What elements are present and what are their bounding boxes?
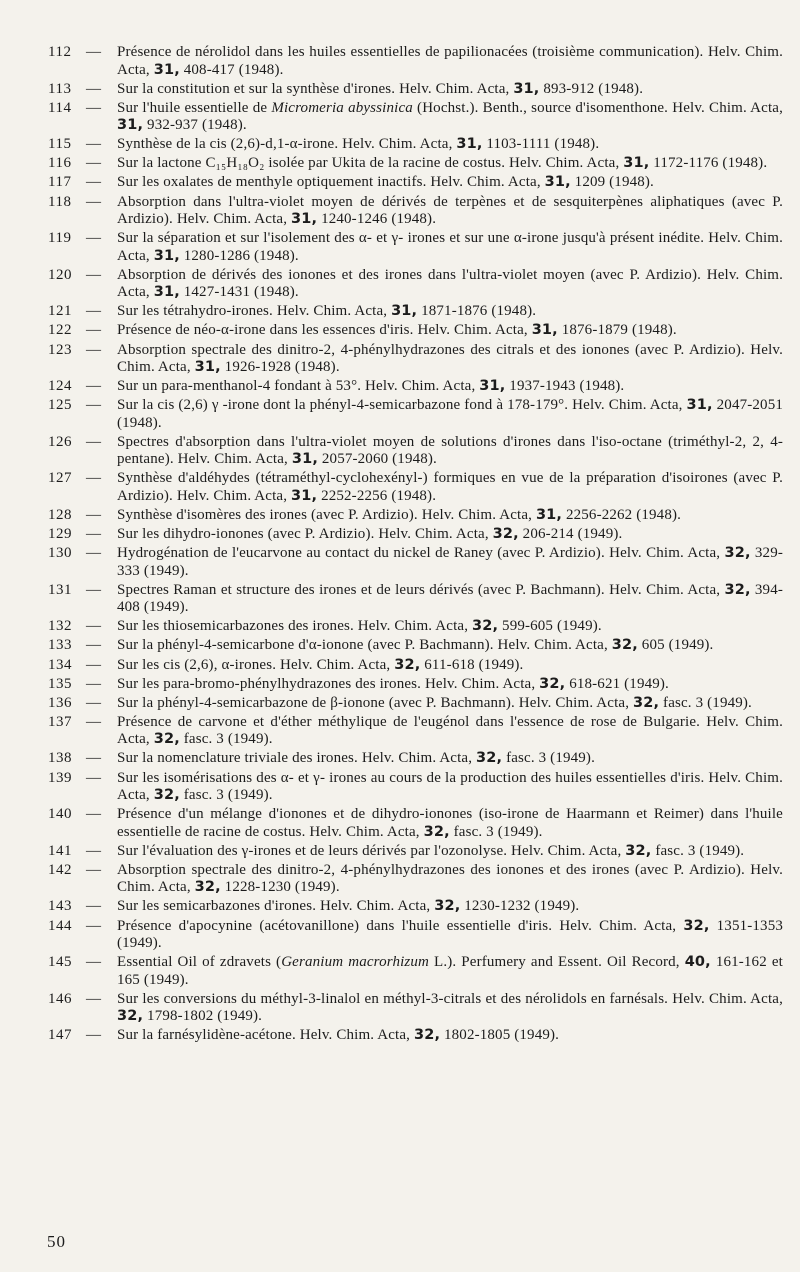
entry-number: 117 [48,174,72,191]
entry-dash: — [86,174,101,191]
citation-text: Sur les semicarbazones d'irones. Helv. Chim. Acta, [117,898,435,915]
citation-text: L.). Perfumery and Essent. Oil Record, [429,954,685,971]
citation-text: Absorption dans l'ultra-violet moyen de dérivés de terpènes et de sesquiterpènes aliphatiques (avec P. Ardizio). Helv. Chim. Acta, [117,193,783,228]
page-number: 50 [47,1232,66,1251]
entry-number: 142 [48,861,72,878]
citation-text: 329-333 (1949). [117,545,783,579]
entry-citation [117,397,783,432]
entry-citation [117,750,783,768]
entry-dash: — [86,675,101,692]
entry-number: 136 [48,694,72,711]
bibliography-entry [0,342,800,377]
entry-dash: — [86,322,101,339]
citation-text: fasc. 3 (1949). [502,750,595,767]
citation-text: 1230-1232 (1949). [460,898,580,915]
entry-dash: — [86,99,101,116]
entry-number: 122 [48,322,72,339]
entry-dash: — [86,80,101,97]
citation-text: 599-605 (1949). [498,618,602,635]
volume-number: 31, [291,211,318,228]
bibliography-entry [0,545,800,580]
entry-citation [117,898,783,916]
bibliography-entry [0,44,800,79]
entry-dash: — [86,898,101,915]
citation-text: Sur les tétrahydro-irones. Helv. Chim. Acta, [117,303,392,320]
bibliography-entry [0,695,800,713]
entry-citation [117,1027,783,1045]
citation-text: Synthèse de la cis (2,6)-d,1-α-irone. Helv. Chim. Acta, [117,136,457,153]
volume-number: 31, [535,507,563,523]
citation-text: Sur l'évaluation des γ-irones et de leurs dérivés par l'ozonolyse. Helv. Chim. Acta, [117,842,626,859]
entry-citation [117,918,783,953]
citation-text: 1228-1230 (1949). [220,879,340,896]
citation-text: Spectres d'absorption dans l'ultra-violet moyen de solutions d'irones dans l'iso-octane (triméthyl-2, 2, 4-pentane). Helv. Chim. Acta, [117,433,783,468]
entry-number: 120 [48,266,72,283]
entry-dash: — [86,954,101,971]
citation-text: 1798-1802 (1949). [143,1008,263,1025]
citation-text: 605 (1949). [637,637,714,654]
bibliography-entry [0,303,800,321]
entry-citation [117,637,783,655]
volume-number: 32, [611,637,638,654]
entry-dash: — [86,713,101,730]
entry-citation [117,991,783,1026]
entry-number: 128 [48,507,72,523]
bibliography-entry [0,750,800,768]
volume-number: 32, [117,1008,144,1025]
citation-text: Sur la constitution et sur la synthèse d'irones. Helv. Chim. Acta, [117,80,514,97]
entry-dash: — [86,433,101,450]
entry-number: 118 [48,193,72,210]
citation-text: 618-621 (1949). [565,675,669,692]
species-name: Geranium macrorhizum [281,954,430,971]
entry-citation [117,843,783,861]
entry-dash: — [86,1027,101,1044]
species-name: Micromeria abyssinica [271,99,413,116]
volume-number: 32, [492,526,519,543]
entry-dash: — [86,44,101,60]
citation-text: Sur les isomérisations des α- et γ- irones au cours de la production des huiles essentielles d'iris. Helv. Chim. Acta, [117,769,783,804]
citation-text: 1103-1111 (1948). [482,136,600,153]
volume-number: 32, [194,879,221,896]
citation-text: Essential Oil of zdravets ( [117,954,282,971]
bibliography-entry [0,582,800,617]
entry-number: 140 [48,806,72,823]
entry-dash: — [86,581,101,598]
entry-dash: — [86,136,101,153]
entry-dash: — [86,769,101,786]
citation-text: Absorption de dérivés des ionones et des irones dans l'ultra-violet moyen (avec P. Ardizio). Helv. Chim. Acta, [117,266,783,301]
citation-text: 1871-1876 (1948). [417,303,537,320]
entry-number: 132 [48,618,72,635]
volume-number: 31, [117,117,144,134]
entry-citation [117,714,783,749]
volume-number: 32, [153,787,180,804]
entry-number: 114 [48,99,72,116]
volume-number: 32, [625,842,652,859]
bibliography-entry [0,322,800,340]
bibliography-list [0,44,800,1046]
entry-dash: — [86,637,101,654]
entry-citation [117,545,783,580]
entry-citation [117,230,783,265]
citation-text: Sur la farnésylidène-acétone. Helv. Chim. Acta, [117,1027,414,1044]
citation-text: 2057-2060 (1948). [318,451,437,468]
volume-number: 31, [531,322,558,339]
entry-dash: — [86,341,101,358]
citation-text: Sur la phényl-4-semicarbazone de β-ionone (avec P. Bachmann). Helv. Chim. Acta, [117,694,634,711]
citation-text: 893-912 (1948). [539,80,644,97]
volume-number: 31, [479,378,506,395]
citation-text: 2252-2256 (1948). [317,487,437,504]
bibliography-entry [0,81,800,99]
volume-number: 32, [633,694,660,711]
entry-citation [117,303,783,321]
entry-citation [117,322,783,340]
entry-number: 130 [48,545,72,562]
citation-text: 1351-1353 (1949). [117,917,783,951]
entry-dash: — [86,378,101,395]
entry-number: 135 [48,675,72,692]
entry-number: 138 [48,750,72,767]
entry-dash: — [86,917,101,934]
citation-text: 1172-1176 (1948). [649,155,768,172]
bibliography-entry [0,618,800,636]
entry-citation [117,194,783,229]
volume-number: 31, [153,247,180,264]
citation-text: Absorption spectrale des dinitro-2, 4-phénylhydrazones des ionones et des irones (avec P. Ardizio). Helv. Chim. Acta, [117,861,783,896]
citation-text: 1209 (1948). [570,174,654,191]
volume-number: 31, [513,80,540,97]
citation-text: 1280-1286 (1948). [179,247,299,264]
entry-citation [117,267,783,302]
citation-text: 394-408 (1949). [117,581,783,616]
entry-dash: — [86,230,101,247]
citation-text: Sur les conversions du méthyl-3-linalol en méthyl-3-citrals et des nérolidols en farnésals. Helv. Chim. Acta, [117,990,783,1007]
citation-text: Présence de nérolidol dans les huiles essentielles de papilionacées (troisième communication). Helv. Chim. Acta, [117,44,783,78]
entry-citation [117,174,783,192]
entry-citation [117,155,783,173]
entry-number: 143 [48,898,72,915]
volume-number: 31, [291,451,318,468]
citation-text: fasc. 3 (1949). [659,694,752,711]
entry-number: 125 [48,397,72,414]
entry-number: 137 [48,713,72,730]
bibliography-entry [0,174,800,192]
volume-number: 32, [472,618,499,635]
entry-number: 129 [48,526,72,543]
entry-dash: — [86,694,101,711]
citation-text: Sur les para-bromo-phénylhydrazones des irones. Helv. Chim. Acta, [117,675,540,692]
entry-number: 146 [48,990,72,1007]
entry-dash: — [86,861,101,878]
entry-citation [117,342,783,377]
entry-dash: — [86,193,101,210]
entry-citation [117,770,783,805]
bibliography-entry [0,843,800,861]
entry-dash: — [86,990,101,1007]
entry-citation [117,657,783,675]
entry-number: 144 [48,917,72,934]
citation-text: Sur les dihydro-ionones (avec P. Ardizio). Helv. Chim. Acta, [117,526,493,543]
citation-text: Sur les thiosemicarbazones des irones. Helv. Chim. Acta, [117,618,472,635]
volume-number: 32, [413,1027,441,1044]
entry-number: 116 [48,155,72,172]
volume-number: 31, [456,136,483,153]
citation-text: Présence de carvone et d'éther méthylique de l'eugénol dans l'essence de rose de Bulgarie. Helv. Chim. Acta, [117,713,783,748]
bibliography-entry [0,470,800,505]
citation-text: Sur la phényl-4-semicarbone d'α-ionone (avec P. Bachmann). Helv. Chim. Acta, [117,637,612,654]
bibliography-entry [0,806,800,841]
entry-number: 115 [48,136,72,153]
entry-number: 147 [48,1027,72,1044]
volume-number: 31, [291,487,318,504]
entry-citation [117,434,783,469]
entry-dash: — [86,750,101,767]
entry-citation [117,378,783,396]
entry-number: 113 [48,80,72,97]
citation-text: 2047-2051 (1948). [117,397,783,431]
bibliography-entry [0,267,800,302]
entry-dash: — [86,842,101,859]
bibliography-entry [0,637,800,655]
citation-text: Sur la lactone C₁₅H₁₈O₂ isolée par Ukita de la racine de costus. Helv. Chim. Acta, [117,155,624,172]
citation-text: 2256-2262 (1948). [562,507,682,523]
bibliography-entry [0,862,800,897]
bibliography-entry [0,770,800,805]
bibliography-entry [0,155,800,173]
citation-text: Sur la séparation et sur l'isolement des α- et γ- irones et sur une α-irone jusqu'à présent inédite. Helv. Chim. Acta, [117,230,783,264]
entry-dash: — [86,526,101,543]
entry-dash: — [86,656,101,673]
citation-text: fasc. 3 (1949). [179,787,273,804]
citation-text: 611-618 (1949). [420,656,524,673]
entry-citation [117,507,783,525]
citation-text: Présence de néo-α-irone dans les essences d'iris. Helv. Chim. Acta, [117,322,532,339]
entry-citation [117,862,783,897]
entry-number: 131 [48,581,72,598]
volume-number: 31, [391,303,418,320]
citation-text: 206-214 (1949). [518,526,623,543]
volume-number: 32, [724,581,751,598]
citation-text: Sur l'huile essentielle de [117,99,272,116]
entry-citation [117,582,783,617]
bibliography-entry [0,230,800,265]
volume-number: 32, [423,823,450,840]
entry-dash: — [86,545,101,562]
entry-citation [117,136,783,154]
volume-number: 32, [539,675,566,692]
citation-text: 932-937 (1948). [143,117,247,134]
bibliography-entry [0,676,800,694]
citation-text: 1240-1246 (1948). [317,211,437,228]
entry-number: 121 [48,303,72,320]
citation-text: Présence d'apocynine (acétovanillone) dans l'huile essentielle d'iris. Helv. Chim. Acta, [117,917,684,934]
bibliography-entry [0,397,800,432]
entry-citation [117,618,783,636]
volume-number: 31, [194,359,221,376]
entry-citation [117,676,783,694]
bibliography-entry [0,918,800,953]
citation-text: Sur les cis (2,6), α-irones. Helv. Chim. Acta, [117,656,395,673]
citation-text: fasc. 3 (1949). [651,842,745,859]
citation-text: 1876-1879 (1948). [557,322,677,339]
bibliography-entry [0,657,800,675]
citation-text: 1802-1805 (1949). [440,1027,560,1044]
entry-dash: — [86,507,101,523]
volume-number: 40, [684,954,711,971]
volume-number: 31, [686,397,713,414]
entry-citation [117,806,783,841]
citation-text: Sur la nomenclature triviale des irones. Helv. Chim. Acta, [117,750,477,767]
citation-text: Sur la cis (2,6) γ -irone dont la phényl-4-semicarbazone fond à 178-179°. Helv. Chim. Acta, [117,397,687,414]
entry-citation [117,954,783,989]
bibliography-entry [0,194,800,229]
citation-text: 1937-1943 (1948). [505,378,625,395]
bibliography-entry [0,378,800,396]
citation-text: Sur un para-menthanol-4 fondant à 53°. Helv. Chim. Acta, [117,378,480,395]
entry-dash: — [86,155,101,172]
citation-text: fasc. 3 (1949). [179,731,273,748]
bibliography-entry [0,136,800,154]
citation-text: Synthèse d'isomères des irones (avec P. Ardizio). Helv. Chim. Acta, [117,507,536,523]
citation-text: Hydrogénation de l'eucarvone au contact du nickel de Raney (avec P. Ardizio). Helv. Chim. Acta, [117,545,725,562]
bibliography-entry [0,507,800,525]
bibliography-entry [0,434,800,469]
entry-number: 139 [48,769,72,786]
entry-citation [117,526,783,544]
entry-citation [117,44,783,79]
bibliography-entry [0,991,800,1026]
citation-text: 161-162 et 165 (1949). [117,954,783,988]
citation-text: Présence d'un mélange d'ionones et de dihydro-ionones (iso-irone de Haarmann et Reimer) dans l'huile essentielle de racine de costus. Helv. Chim. Acta, [117,806,783,840]
entry-citation [117,695,783,713]
entry-number: 133 [48,637,72,654]
entry-citation [117,81,783,99]
entry-dash: — [86,470,101,487]
bibliography-entry [0,100,800,135]
citation-text: Spectres Raman et structure des irones et de leurs dérivés (avec P. Bachmann). Helv. Chim. Acta, [117,581,725,598]
volume-number: 32, [683,917,710,934]
entry-citation [117,100,783,135]
volume-number: 31, [544,174,571,191]
citation-text: 408-417 (1948). [179,61,284,78]
entry-number: 123 [48,341,72,358]
volume-number: 31, [153,61,180,78]
volume-number: 32, [394,656,421,673]
entry-number: 119 [48,230,72,247]
citation-text: fasc. 3 (1949). [449,823,543,840]
entry-number: 145 [48,954,72,971]
citation-text: Sur les oxalates de menthyle optiquement inactifs. Helv. Chim. Acta, [117,174,545,191]
volume-number: 31, [153,284,180,301]
entry-number: 124 [48,378,72,395]
bibliography-entry [0,898,800,916]
entry-number: 126 [48,433,72,450]
citation-text: 1926-1928 (1948). [220,359,340,376]
entry-dash: — [86,303,101,320]
citation-text: Synthèse d'aldéhydes (tétraméthyl-cyclohexényl-) formiques en vue de la préparation d'isoirones (avec P. Ardizio). Helv. Chim. Acta, [117,470,783,504]
entry-number: 112 [48,44,72,60]
entry-dash: — [86,266,101,283]
bibliography-entry [0,526,800,544]
volume-number: 32, [153,731,180,748]
citation-text: (Hochst.). Benth., source d'isomenthone. Helv. Chim. Acta, [412,99,783,116]
citation-text: 1427-1431 (1948). [179,284,299,301]
entry-dash: — [86,806,101,823]
entry-dash: — [86,397,101,414]
entry-number: 141 [48,842,72,859]
entry-number: 127 [48,470,72,487]
entry-dash: — [86,618,101,635]
volume-number: 31, [623,155,650,172]
volume-number: 32, [724,545,751,562]
citation-text: Absorption spectrale des dinitro-2, 4-phénylhydrazones des citrals et des ionones (avec P. Ardizio). Helv. Chim. Acta, [117,341,783,376]
entry-citation [117,470,783,505]
volume-number: 32, [434,898,461,915]
volume-number: 32, [476,750,503,767]
bibliography-entry [0,714,800,749]
bibliography-entry [0,1027,800,1045]
bibliography-entry [0,954,800,989]
entry-number: 134 [48,656,72,673]
